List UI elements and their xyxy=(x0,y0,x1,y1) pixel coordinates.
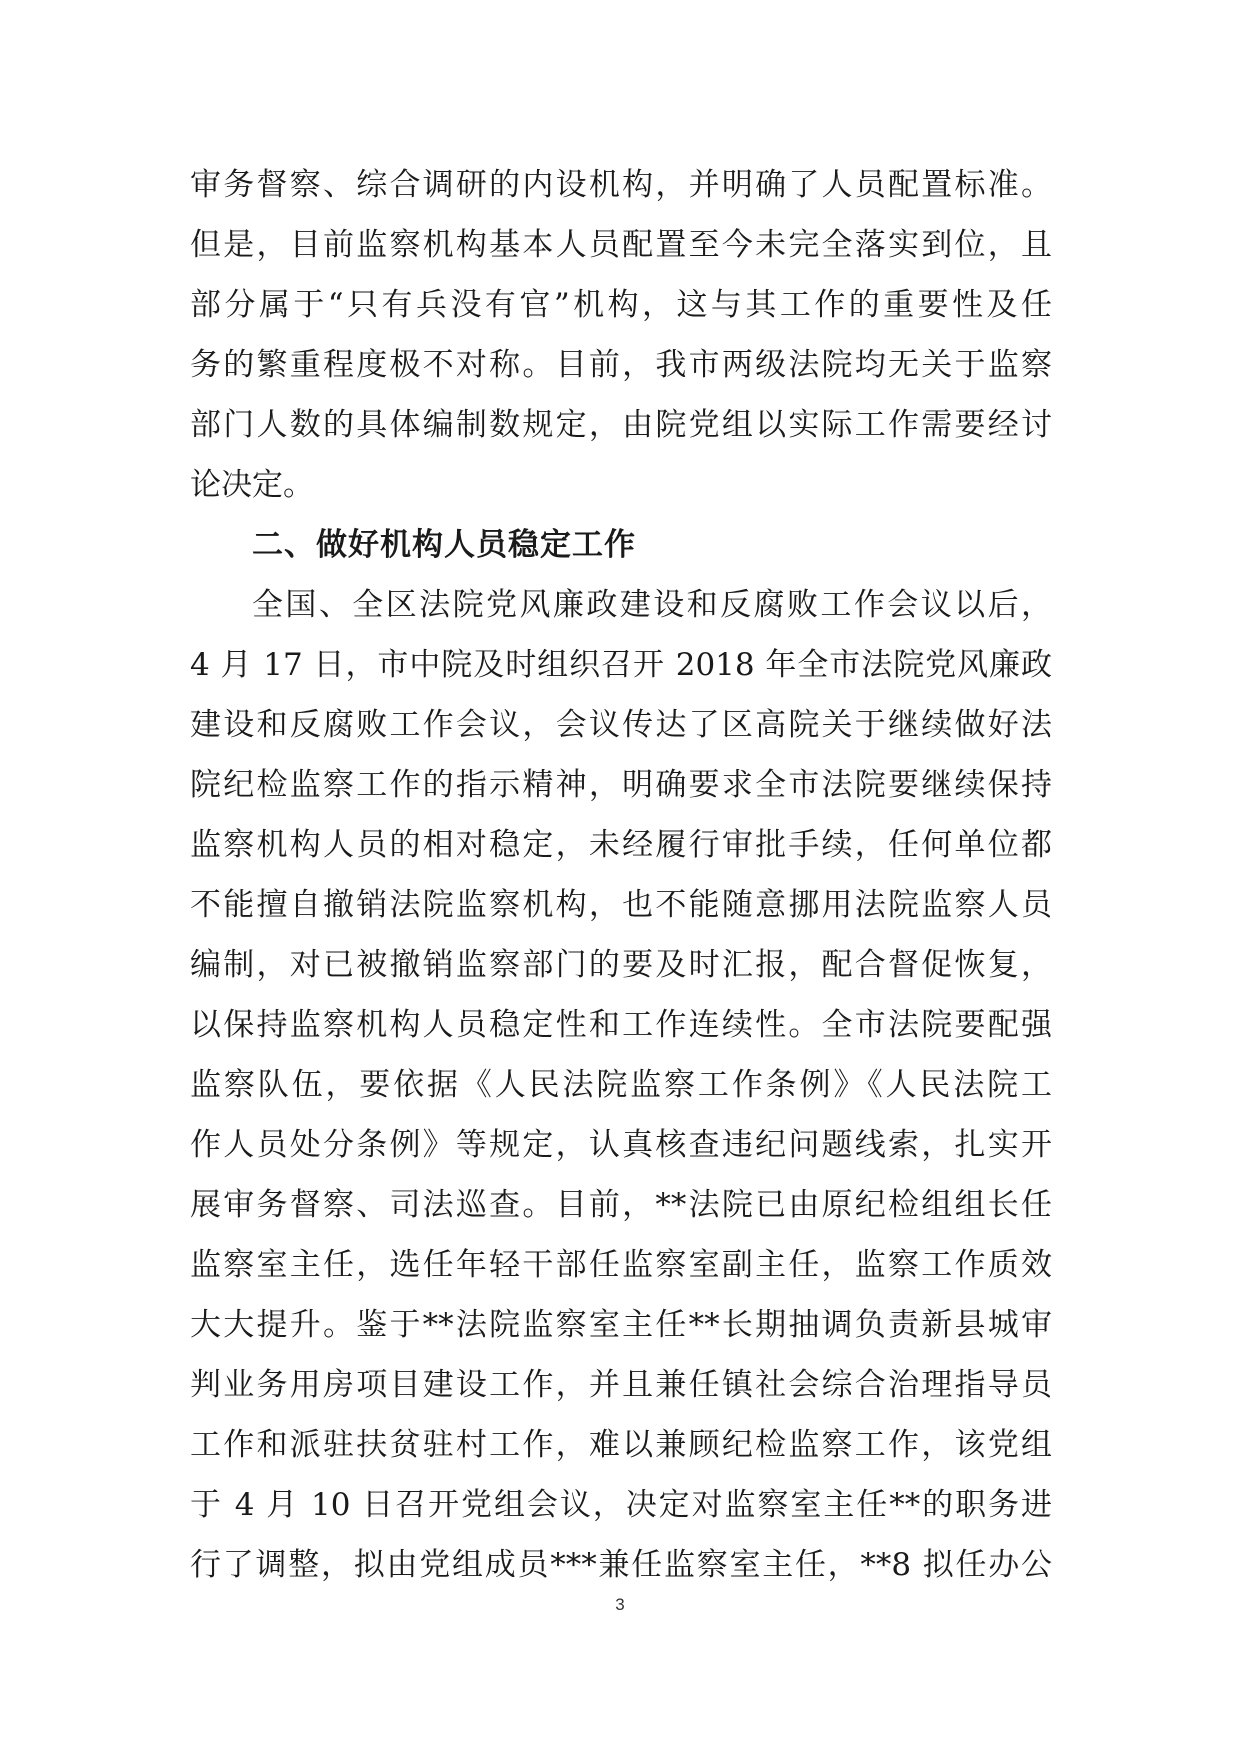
text-line: 展审务督察、司法巡查。目前，**法院已由原纪检组组长任 xyxy=(190,1187,1052,1223)
text-line: 全国、全区法院党风廉政建设和反腐败工作会议以后， xyxy=(252,587,1052,623)
text-line: 论决定。 xyxy=(190,467,314,503)
text-line: 但是，目前监察机构基本人员配置至今未完全落实到位，且 xyxy=(190,227,1052,263)
text-line: 院纪检监察工作的指示精神，明确要求全市法院要继续保持 xyxy=(190,767,1052,803)
text-line: 部分属于“只有兵没有官”机构，这与其工作的重要性及任 xyxy=(190,287,1052,323)
page-number: 3 xyxy=(615,1595,625,1614)
text-line: 审务督察、综合调研的内设机构，并明确了人员配置标准。 xyxy=(190,167,1052,203)
text-line: 作人员处分条例》等规定，认真核查违纪问题线索，扎实开 xyxy=(190,1127,1052,1163)
text-line: 编制，对已被撤销监察部门的要及时汇报，配合督促恢复， xyxy=(190,947,1052,983)
text-line: 监察室主任，选任年轻干部任监察室副主任，监察工作质效 xyxy=(190,1247,1052,1283)
body-text xyxy=(190,155,1052,1595)
text-line: 判业务用房项目建设工作，并且兼任镇社会综合治理指导员 xyxy=(190,1367,1052,1403)
text-line: 大大提升。鉴于**法院监察室主任**长期抽调负责新县城审 xyxy=(190,1307,1052,1343)
text-line: 监察队伍，要依据《人民法院监察工作条例》《人民法院工 xyxy=(190,1067,1052,1103)
text-line: 以保持监察机构人员稳定性和工作连续性。全市法院要配强 xyxy=(190,1007,1052,1043)
text-line: 4 月 17 日，市中院及时组织召开 2018 年全市法院党风廉政 xyxy=(190,647,1052,683)
section-heading: 二、做好机构人员稳定工作 xyxy=(252,527,636,563)
text-line: 监察机构人员的相对稳定，未经履行审批手续，任何单位都 xyxy=(190,827,1052,863)
text-line: 不能擅自撤销法院监察机构，也不能随意挪用法院监察人员 xyxy=(190,887,1052,923)
text-line: 建设和反腐败工作会议，会议传达了区高院关于继续做好法 xyxy=(190,707,1052,743)
text-line: 行了调整，拟由党组成员***兼任监察室主任，**8 拟任办公 xyxy=(190,1547,1052,1583)
text-line: 部门人数的具体编制数规定，由院党组以实际工作需要经讨 xyxy=(190,407,1052,443)
text-line: 务的繁重程度极不对称。目前，我市两级法院均无关于监察 xyxy=(190,347,1052,383)
text-line: 于 4 月 10 日召开党组会议，决定对监察室主任**的职务进 xyxy=(190,1487,1052,1523)
text-line: 工作和派驻扶贫驻村工作，难以兼顾纪检监察工作，该党组 xyxy=(190,1427,1052,1463)
